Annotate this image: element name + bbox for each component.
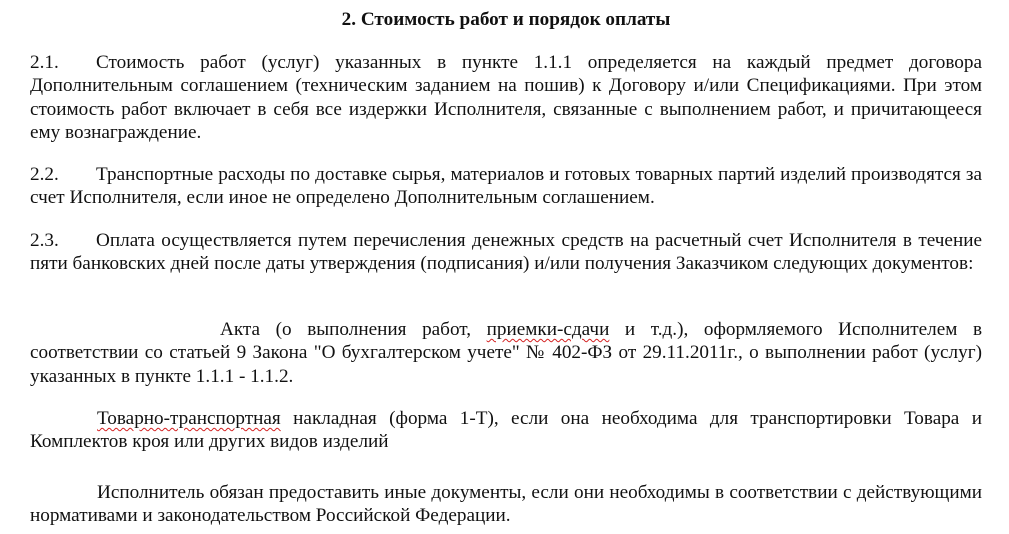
act-text-end: и т.д.), оформляемого Исполнителем в соответствии со статьей 9 Закона "О бухгалтерском учете" № 402-ФЗ от 29.11.2011г., о выполнении работ (услуг) указанных в пункте 1.1.1 - 1.1.2. [30, 319, 983, 387]
clause-2-2 [30, 163, 982, 210]
clause-text: Стоимость работ (услуг) указанных в пункте 1.1.1 определяется на каждый предмет договора Дополнительным соглашением (техническим заданием на пошив) к Договору и/или Спецификациями. При этом стоимость работ включает в себя все издержки Исполнителя, связанные с выполнением работ, и причитающееся ему вознаграждение. [30, 52, 982, 143]
clause-text: Оплата осуществляется путем перечисления денежных средств на расчетный счет Исполнителя в течение пяти банковских дней после даты утверждения (подписания) и/или получения Заказчиком следующих документов: [30, 230, 982, 275]
clause-2-1 [30, 51, 982, 144]
clause-number: 2.3. [30, 230, 59, 251]
clause-text: Транспортные расходы по доставке сырья, материалов и готовых товарных партий изделий производятся за счет Исполнителя, если иное не определено Дополнительным соглашением. [30, 164, 982, 209]
spellcheck-marked-word: приемки-сдачи [486, 319, 610, 340]
clause-number: 2.2. [30, 164, 59, 185]
closing-paragraph: Исполнитель обязан предоставить иные документы, если они необходимы в соответствии с действующими нормативами и законодательством Российской Федерации. [30, 482, 982, 527]
clause-number: 2.1. [30, 52, 59, 73]
section-title: 2. Стоимость работ и порядок оплаты [341, 9, 671, 30]
document-item-waybill [30, 407, 982, 454]
waybill-text: накладная (форма 1-Т), если она необходима для транспортировки Товара и Комплектов кроя или других видов изделий [30, 408, 982, 453]
spellcheck-marked-word: Товарно-транспортная [97, 408, 281, 429]
clause-2-3 [30, 229, 982, 276]
act-text-start: Акта (о выполнения работ, [220, 319, 487, 340]
document-item-act [30, 318, 982, 388]
